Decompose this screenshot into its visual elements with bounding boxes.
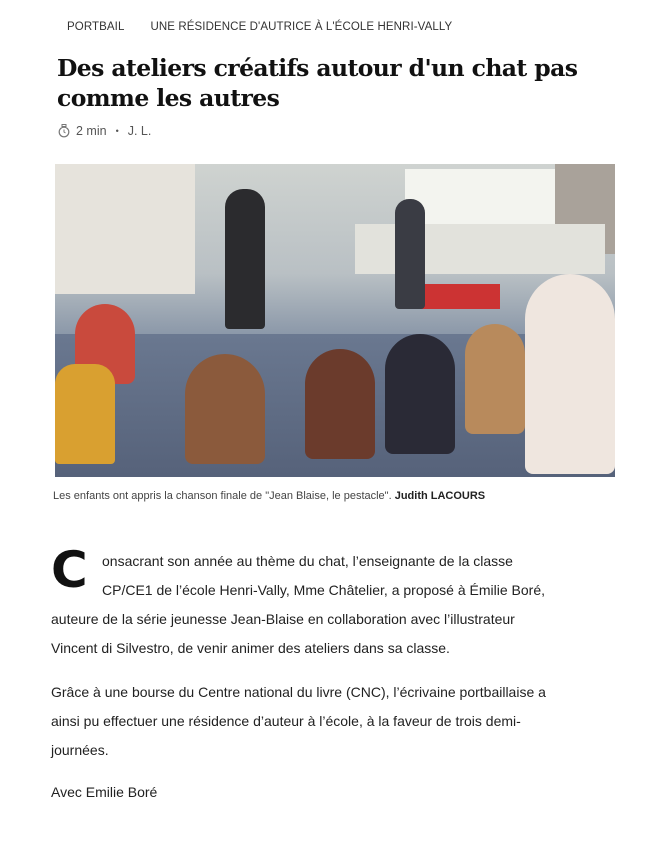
caption-text: Les enfants ont appris la chanson finale de "Jean Blaise, le pestacle". — [53, 490, 392, 502]
text-line: Grâce à une bourse du Centre national du livre (CNC), l’écrivaine portbaillaise a — [51, 684, 546, 700]
text-line: ainsi pu effectuer une résidence d’auteur à l’école, à la faveur de trois demi- — [51, 713, 521, 729]
paragraph-2 — [51, 678, 611, 765]
drop-cap: C — [51, 541, 88, 599]
photo-caption — [53, 490, 485, 502]
article-photo — [55, 164, 615, 477]
stopwatch-icon — [58, 124, 70, 138]
paragraph-1 — [51, 541, 611, 663]
text-line: journées. — [51, 742, 109, 758]
read-time: 2 min — [76, 124, 107, 138]
text-line: auteure de la série jeunesse Jean-Blaise en collaboration avec l’illustrateur — [51, 611, 515, 627]
kicker — [67, 21, 452, 33]
text-line: Vincent di Silvestro, de venir animer des ateliers dans sa classe. — [51, 640, 450, 656]
text-line: CP/CE1 de l’école Henri-Vally, Mme Châtelier, a proposé à Émilie Boré, — [102, 582, 546, 598]
paragraph-3: Avec Emilie Boré — [51, 784, 158, 800]
author: J. L. — [127, 124, 152, 138]
text-line: onsacrant son année au thème du chat, l’enseignante de la classe — [102, 553, 513, 569]
article-title: Des ateliers créatifs autour d'un chat pas comme les autres — [57, 54, 578, 112]
section-label[interactable]: PORTBAIL — [67, 21, 125, 33]
article-meta — [58, 124, 151, 138]
topic-label: UNE RÉSIDENCE D'AUTRICE À L'ÉCOLE HENRI-VALLY — [150, 21, 453, 33]
separator: • — [115, 126, 119, 136]
photo-credit: Judith LACOURS — [394, 490, 486, 502]
